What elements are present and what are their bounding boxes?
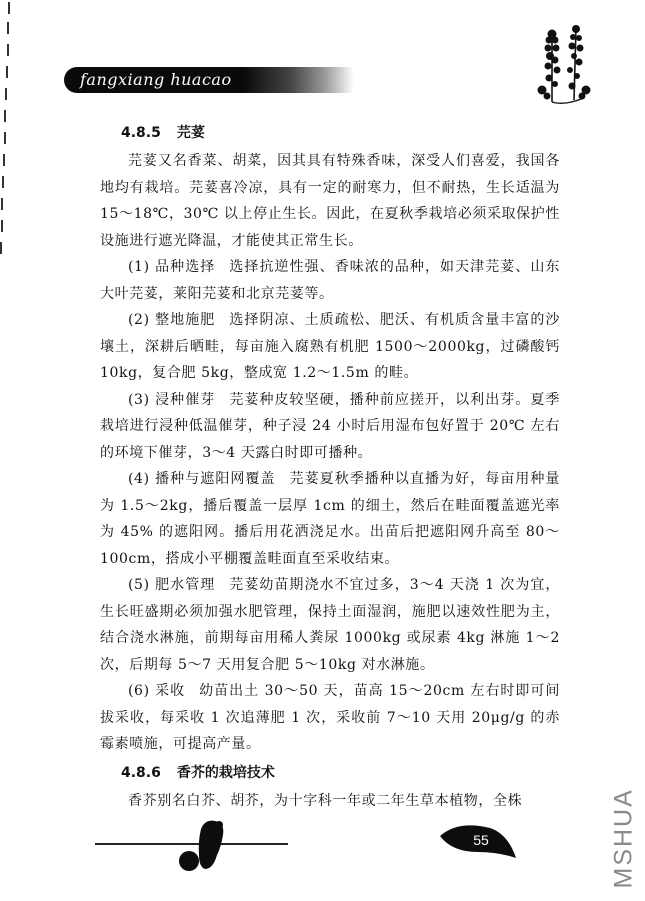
binding-marks — [0, 0, 12, 270]
binding-mark — [7, 44, 9, 56]
paragraph-lead: (1) 品种选择 — [128, 259, 216, 275]
paragraph-text: 选择阴凉、土质疏松、肥沃、有机质含量丰富的沙壤土，深耕后晒畦，每亩施入腐熟有机肥 1500～2000kg，过磷酸钙 10kg，复合肥 5kg，整成宽 1.2～1.5m 的畦。 — [100, 312, 560, 381]
section-number: 4.8.6 — [121, 764, 161, 781]
paragraph-text: 芫荽夏秋季播种以直播为好，每亩用种量为 1.5～2kg，播后覆盖一层厚 1cm 的细土，然后在畦面覆盖遮光率为 45% 的遮阳网。播后用花洒浇足水。出苗后把遮阳网升高至 80～100cm，搭成小平棚覆盖畦面直至采收结束。 — [100, 471, 560, 567]
paragraph-lead: (3) 浸种催芽 — [128, 391, 216, 408]
paragraph — [100, 788, 560, 815]
watermark-text: MSHUA — [609, 788, 638, 889]
paragraph-lead: (6) 采收 — [128, 683, 186, 699]
binding-mark — [2, 176, 4, 188]
section-heading — [121, 118, 560, 148]
binding-mark — [5, 88, 7, 100]
paragraph — [100, 148, 560, 254]
section-number: 4.8.5 — [121, 125, 161, 141]
paragraph-text: 芫荽又名香菜、胡菜，因其具有特殊香味，深受人们喜爱，我国各地均有栽培。芫荽喜冷凉，具有一定的耐寒力，但不耐热，生长适温为 15～18℃，30℃ 以上停止生长。因此，在夏秋季栽培必须采取保护性设施进行遮光降温，才能使其正常生长。 — [100, 153, 560, 249]
paragraph — [100, 466, 560, 572]
binding-mark — [4, 110, 6, 122]
section-title: 芫荽 — [176, 125, 205, 141]
paragraph-lead: (2) 整地施肥 — [128, 312, 216, 328]
flower-pot-icon — [165, 815, 235, 875]
binding-mark — [6, 66, 8, 78]
paragraph-lead: (5) 肥水管理 — [128, 577, 216, 593]
paragraph-text: 芫荽种皮较坚硬，播种前应搓开，以利出芽。夏季栽培进行浸种低温催芽，种子浸 24 小时后用湿布包好置于 20℃ 左右的环境下催芽，3～4 天露白时即可播种。 — [100, 391, 560, 461]
paragraph — [100, 572, 560, 678]
binding-mark — [7, 22, 9, 34]
herb-plant-icon — [530, 24, 598, 106]
binding-mark — [3, 154, 5, 166]
paragraph — [100, 387, 560, 467]
binding-mark — [0, 242, 2, 254]
page-content — [100, 118, 560, 814]
paragraph — [100, 307, 560, 387]
paragraph-lead: (4) 播种与遮阳网覆盖 — [128, 471, 276, 487]
binding-mark — [1, 220, 3, 232]
paragraph-text: 芫荽幼苗期浇水不宜过多，3～4 天浇 1 次为宜，生长旺盛期必须加强水肥管理，保持土面湿润，施肥以速效性肥为主，结合浇水淋施，前期每亩用稀人粪尿 1000kg 或尿素 4kg 淋施 1～2 次，后期每 5～7 天用复合肥 5～10kg 对水淋施。 — [100, 577, 560, 673]
paragraph — [100, 678, 560, 758]
page-number: 55 — [473, 832, 489, 848]
binding-mark — [1, 198, 3, 210]
section-heading — [121, 758, 560, 788]
paragraph-text: 幼苗出土 30～50 天，苗高 15～20cm 左右时即可间拔采收，每采收 1 次追薄肥 1 次，采收前 7～10 天用 20μg/g 的赤霉素喷施，可提高产量。 — [100, 683, 560, 752]
header-banner-text: fangxiang huacao — [80, 70, 232, 89]
watermark — [604, 790, 644, 890]
binding-mark — [4, 132, 6, 144]
paragraph-text: 香芥别名白芥、胡芥，为十字科一年或二年生草本植物，全株 — [128, 792, 523, 809]
binding-mark — [8, 2, 10, 14]
paragraph — [100, 254, 560, 307]
paragraph-text: 选择抗逆性强、香味浓的品种，如天津芫荽、山东大叶芫荽，莱阳芫荽和北京芫荽等。 — [100, 259, 560, 302]
header-banner — [64, 67, 354, 93]
section-title: 香芥的栽培技术 — [176, 764, 275, 781]
